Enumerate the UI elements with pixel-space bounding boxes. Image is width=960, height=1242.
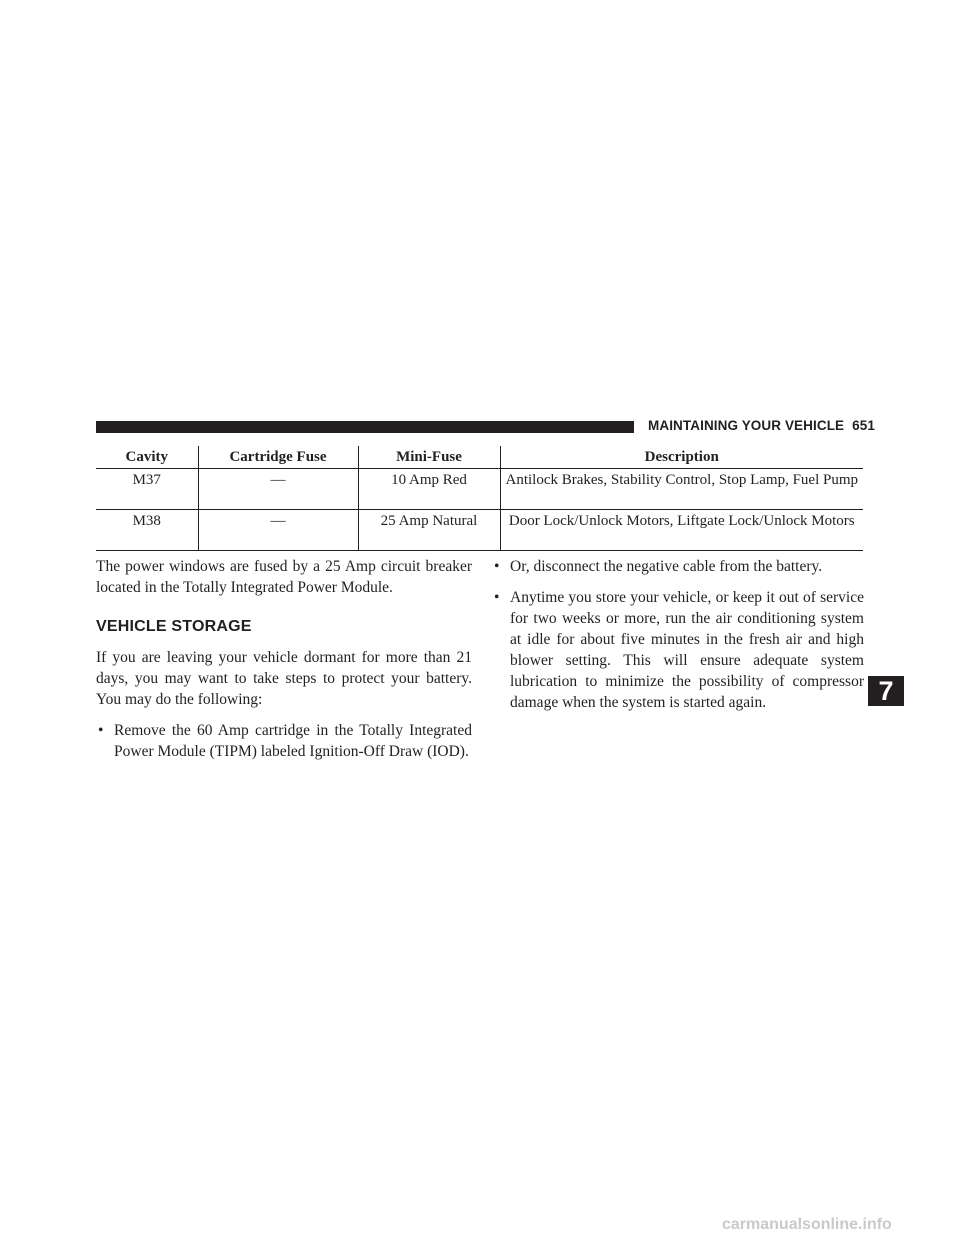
bullet-icon: • [98,722,104,739]
bullet-list-right [492,556,864,713]
column-header: Mini-Fuse [358,446,500,469]
section-title: MAINTAINING YOUR VEHICLE [648,418,845,433]
column-header: Description [500,446,863,469]
chapter-tab: 7 [868,676,904,706]
cavity-cell: M37 [96,469,198,510]
watermark: carmanualsonline.info [722,1216,892,1233]
bullet-list-left [96,720,472,762]
list-item-text: Or, disconnect the negative cable from the battery. [510,558,823,575]
fuse-table [96,446,863,551]
cartridge-fuse-cell: — [198,510,358,551]
table-header-row [96,446,863,469]
list-item [492,587,864,713]
table-row [96,510,863,551]
list-item-text: Remove the 60 Amp cartridge in the Totally Integrated Power Module (TIPM) labeled Ignition-Off Draw (IOD). [114,722,472,760]
list-item [96,720,472,762]
table-row [96,469,863,510]
column-header: Cartridge Fuse [198,446,358,469]
bullet-icon: • [494,589,500,606]
left-column [96,556,472,772]
storage-paragraph: If you are leaving your vehicle dormant for more than 21 days, you may want to take steps to protect your battery. You may do the following: [96,649,472,708]
intro-paragraph: The power windows are fused by a 25 Amp circuit breaker located in the Totally Integrated Power Module. [96,558,472,596]
running-header [648,418,875,433]
cartridge-fuse-cell: — [198,469,358,510]
description-cell: Antilock Brakes, Stability Control, Stop Lamp, Fuel Pump [500,469,863,510]
mini-fuse-cell: 25 Amp Natural [358,510,500,551]
mini-fuse-cell: 10 Amp Red [358,469,500,510]
header-rule [96,421,634,433]
section-heading: VEHICLE STORAGE [96,618,252,635]
cavity-cell: M38 [96,510,198,551]
column-header: Cavity [96,446,198,469]
bullet-icon: • [494,558,500,575]
page-number: 651 [852,418,875,433]
right-column [492,556,864,723]
list-item [492,556,864,577]
list-item-text: Anytime you store your vehicle, or keep it out of service for two weeks or more, run the air conditioning system at idle for about five minutes in the fresh air and high blower setting. This will ensure adequate system lubrication to minimize the possibility of compressor damage when the system is started again. [510,589,864,711]
description-cell: Door Lock/Unlock Motors, Liftgate Lock/Unlock Motors [500,510,863,551]
